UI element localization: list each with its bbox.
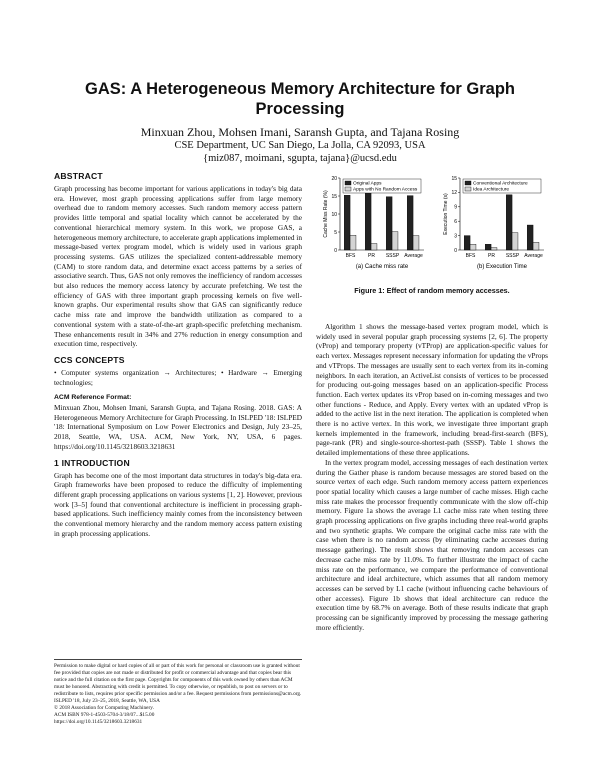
doi-line: https://doi.org/10.1145/3218603.3218631 [54, 719, 143, 725]
y-axis-label: Cache Miss Rate (%) [323, 190, 329, 238]
affiliation: CSE Department, UC San Diego, La Jolla, CA 92093, USA [174, 140, 426, 151]
author-emails: {miz087, moimani, sgupta, tajana}@ucsd.edu [203, 153, 397, 164]
acm-ref-text: Minxuan Zhou, Mohsen Imani, Saransh Gupta, and Tajana Rosing. 2018. GAS: A Heterogeneous Memory Architecture for Graph Processing. In ISLPED '18: ISLPED '18: International Symposium on Low Power Electronics and Design, July 23–25, 2018, Seattle, WA, USA. ACM, New York, NY, USA, 6 pages. https://doi.org/10.1145/3218603.3218631 [54, 403, 302, 451]
y-tick-label: 6 [454, 219, 457, 225]
x-tick-label: SSSP [505, 253, 520, 259]
y-tick-label: 10 [331, 211, 337, 218]
bar [485, 244, 491, 250]
paragraph-vertex-model: In the vertex program model, accessing messages of each destination vertex during the Gather phase is random because messages are stored based on the source vertex of each edge. Such random memory access pattern experiences poor spatial locality which causes a large number of cache misses. High cache miss rate makes the processor frequently communicate with the slow off-chip memory. Figure 1a shows the average L1 cache miss rate when testing three graph processing applications on five graphs including three real-world graphs and two synthetic graphs. We compare the original cache miss rate with the case when there is no random access (by eliminating cache accesses during message gathering). The result shows that removing random accesses can decrease cache miss rate by 11.0%. To further illustrate the impact of cache miss rate on the performance, we compare the performance of conventional architecture and ideal architecture, which assumes that all random memory accesses can be served by L1 cache (without influencing cache behaviours of other accesses). Figure 1b shows that ideal architecture can reduce the execution time by 68.7% on average. Both of these results indicate that graph processing can be significantly improved by processing the message gathering more efficiently. [316, 457, 548, 632]
acm-ref-heading: ACM Reference Format: [54, 394, 132, 402]
y-tick-label: 15 [451, 175, 457, 182]
bar [344, 195, 350, 250]
x-tick-label: BFS [465, 253, 476, 259]
legend-swatch [345, 181, 351, 185]
y-tick-label: 20 [331, 175, 337, 182]
legend-label: Original Apps [353, 181, 382, 187]
permission-text: Permission to make digital or hard copies of all or part of this work for personal or classroom use is granted without fee provided that copies are not made or distributed for profit or commercial advantage and that copies bear this notice and the full citation on the first page. Copyrights for components of this work owned by others than ACM must be honored. Abstracting with credit is permitted. To copy otherwise, or republish, to post on servers or to redistribute to lists, requires prior specific permission and/or a fee. Request permissions from permissions@acm.org. [54, 663, 302, 697]
legend-label: Idea Architecture [473, 187, 509, 193]
paragraph-algorithm: Algorithm 1 shows the message-based vertex program model, which is widely used in several popular graph processing systems [2, 6]. The property (vProp) and temporary property (vTProp) are application-specific values for each vertex. Messages represent necessary information for updating the vProps and vTProps. The messages are usually sent to each vertex from its in-coming neighbors. In each iteration, an ActiveList consists of vertices to be processed for producing out-going messages based on an application-specific Process function. Each vertex updates its vProp based on in-coming messages and two other functions - Reduce, and Apply. Every vertex with an updated vProp is added to the active list in the next iteration. The application is completed when there is no active vertex. In this work, we investigate three important graph kernels implemented in the framework, including bread-first-search (BFS), page-rank (PR) and single-source-shortest-path (SSSP). Table 1 shows the detailed implementations of these three applications. [316, 322, 548, 458]
bar [365, 191, 371, 250]
figure-1 [316, 172, 548, 272]
bar [491, 248, 497, 250]
x-tick-label: Average [524, 253, 543, 259]
legend-swatch [465, 181, 471, 185]
bar [464, 236, 470, 250]
paper-title: GAS: A Heterogeneous Memory Architecture for Graph Processing [85, 80, 515, 118]
legend-label: Conventional Architecture [473, 181, 528, 187]
author-names: Minxuan Zhou, Mohsen Imani, Saransh Gupta, and Tajana Rosing [140, 125, 460, 139]
ccs-heading: CCS CONCEPTS [54, 354, 125, 365]
y-tick-label: 15 [331, 193, 337, 200]
ccs-text: • Computer systems organization → Architectures; • Hardware → Emerging technologies; [54, 367, 302, 387]
bar [470, 244, 476, 250]
figure-caption: Figure 1: Effect of random memory accesses. [354, 286, 510, 295]
subfigure-caption: (a) Cache miss rate [355, 264, 409, 270]
x-tick-label: SSSP [385, 253, 400, 259]
bar [392, 232, 398, 250]
subfigure-caption: (b) Execution Time [476, 264, 528, 270]
abstract-heading: ABSTRACT [54, 171, 103, 181]
legend-label: Apps with No Random Access [353, 187, 418, 193]
x-tick-label: Average [404, 253, 423, 259]
right-column [316, 322, 548, 633]
conference-line: ISLPED '18, July 23–25, 2018, Seattle, WA, USA [54, 698, 160, 704]
abstract-text: Graph processing has become important for various applications in today's big data era. However, most graph processing applications suffer from large memory overhead due to random memory accesses. Such random memory access pattern provides little temporal and spatial locality which cannot be accelerated by the conventional hierarchical memory system. In this work, we propose GAS, a heterogeneous memory architecture, to accelerate graph applications implemented in message-based vertex program model, which is widely used in various graph processing systems. GAS utilizes the specialized content-addressable memory (CAM) to store random data, and determine exact access patterns by a series of associative search. Thus, GAS not only removes the inefficiency of random accesses but also reduces the memory access latency by accurate prefetching. We test the efficiency of GAS with three important graph processing kernels on five well-known graphs. Our experimental results show that GAS can significantly reduce cache miss rate and improve the bandwidth utilization as compared to a conventional system with a state-of-the-art graph-specific prefetching mechanism. These enhancements result in 34% and 27% reduction in energy consumption and execution time, respectively. [54, 184, 302, 349]
legend-swatch [465, 187, 471, 191]
bar [512, 233, 518, 250]
x-tick-label: BFS [345, 253, 356, 259]
author-block [50, 125, 550, 165]
bar [527, 225, 533, 250]
y-axis-label: Execution Time (s) [443, 193, 449, 235]
y-tick-label: 0 [454, 247, 457, 254]
bar [386, 197, 392, 250]
bar [413, 236, 419, 250]
y-tick-label: 12 [451, 190, 457, 197]
legend-swatch [345, 187, 351, 191]
y-tick-label: 0 [334, 247, 337, 254]
bar [350, 235, 356, 250]
y-tick-label: 9 [454, 204, 457, 211]
bar [407, 196, 413, 250]
y-tick-label: 3 [454, 233, 457, 240]
intro-text: Graph has become one of the most important data structures in today's big-data era. Graph frameworks have been proposed to reduce the difficulty of implementing different graph processing applications on various systems [1, 2]. However, previous work [3–5] found that conventional architecture is inefficient in processing graph-based applications. Such inefficiency mainly comes from the inconsistency between the conventional memory hierarchy and the random memory access pattern existing in graph processing applications. [54, 470, 302, 538]
x-tick-label: PR [368, 253, 375, 259]
intro-heading: 1 INTRODUCTION [54, 457, 130, 468]
bar [371, 244, 377, 250]
copyright-footnote [54, 659, 302, 726]
bar [506, 195, 512, 250]
copyright-line: © 2018 Association for Computing Machinery. [54, 705, 154, 711]
y-tick-label: 5 [334, 229, 337, 236]
bar [533, 242, 539, 250]
isbn-line: ACM ISBN 978-1-4503-5704-3/18/07...$15.00 [54, 712, 155, 718]
left-column [54, 171, 302, 539]
x-tick-label: PR [488, 253, 495, 259]
